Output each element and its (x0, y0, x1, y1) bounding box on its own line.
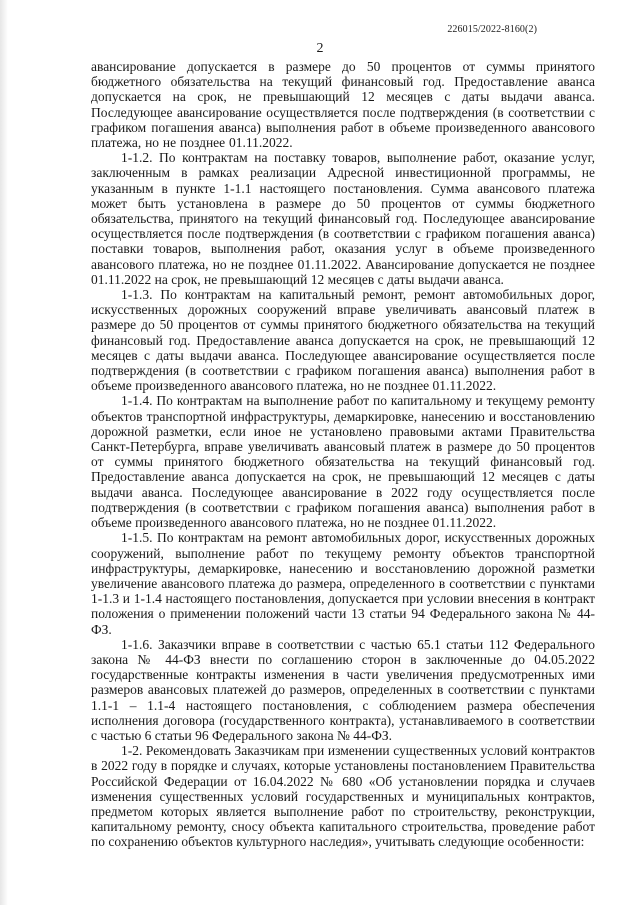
paragraph-1-1-4: 1-1.4. По контрактам на выполнение работ по капитальному и текущему ремонту объектов транспортной инфраструктуры, демаркировке, нанесению и восстановлению дорожной разметки, если иное не установлено правовыми актами Правительства Санкт-Петербурга, вправе увеличивать авансовый платеж в размере до 50 процентов от суммы принятого бюджетного обязательства на текущий финансовый год. Предоставление аванса допускается на срок, не превышающий 12 месяцев с даты выдачи аванса. Последующее авансирование в 2022 году осуществляется после подтверждения (в соответствии с графиком погашения аванса) выполнения работ в объеме произведенного авансового платежа, но не позднее 01.11.2022. (91, 393, 595, 531)
paragraph-1-1-5: 1-1.5. По контрактам на ремонт автомобильных дорог, искусственных дорожных сооружений, выполнение работ по текущему ремонту объектов транспортной инфраструктуры, демаркировке, нанесению и восстановлению дорожной разметки увеличение авансового платежа до размера, определенного в соответствии с пунктами 1-1.3 и 1-1.4 настоящего постановления, допускается при условии внесения в контракт положения о применении положений части 13 статьи 94 Федерального закона № 44-ФЗ. (91, 530, 595, 637)
paragraph-1-1-3: 1-1.3. По контрактам на капитальный ремонт, ремонт автомобильных дорог, искусственных дорожных сооружений вправе увеличивать авансовый платеж в размере до 50 процентов от суммы принятого бюджетного обязательства на текущий финансовый год. Предоставление аванса допускается на срок, не превышающий 12 месяцев с даты выдачи аванса. Последующее авансирование осуществляется после подтверждения (в соответствии с графиком погашения аванса) выполнения работ в объеме произведенного авансового платежа, но не позднее 01.11.2022. (91, 287, 595, 394)
paragraph-continuation: авансирование допускается в размере до 50 процентов от суммы принятого бюджетного обязательства на текущий финансовый год. Предоставление аванса допускается на срок, не превышающий 12 месяцев с даты выдачи аванса. Последующее авансирование осуществляется после подтверждения (в соответствии с графиком погашения аванса) выполнения работ в объеме произведенного авансового платежа, но не позднее 01.11.2022. (91, 59, 595, 151)
paragraph-1-2: 1-2. Рекомендовать Заказчикам при изменении существенных условий контрактов в 2022 году в порядке и случаях, которые установлены постановлением Правительства Российской Федерации от 16.04.2022 № 680 «Об установлении порядка и случаев изменения существенных условий государственных и муниципальных контрактов, предметом которых является выполнение работ по строительству, реконструкции, капитальному ремонту, сносу объекта капитального строительства, проведение работ по сохранению объектов культурного наследия», учитывать следующие особенности: (91, 743, 595, 850)
document-registration-number: 226015/2022-8160(2) (447, 24, 537, 35)
scan-edge-shadow (0, 0, 8, 905)
page-number: 2 (316, 41, 324, 56)
paragraph-1-1-2: 1-1.2. По контрактам на поставку товаров, выполнение работ, оказание услуг, заключенным в рамках реализации Адресной инвестиционной программы, не указанным в пункте 1-1.1 настоящего постановления. Сумма авансового платежа может быть установлена в размере до 50 процентов от суммы бюджетного обязательства, принятого на текущий финансовый год. Последующее авансирование осуществляется после подтверждения (в соответствии с графиком погашения аванса) поставки товаров, выполнения работ, оказания услуг в объеме произведенного авансового платежа, но не позднее 01.11.2022. Авансирование допускается не позднее 01.11.2022 на срок, не превышающий 12 месяцев с даты выдачи аванса. (91, 150, 595, 287)
document-body (91, 59, 595, 850)
paragraph-1-1-6: 1-1.6. Заказчики вправе в соответствии с частью 65.1 статьи 112 Федерального закона № 44-ФЗ внести по соглашению сторон в заключенные до 04.05.2022 государственные контракты изменения в части увеличения предусмотренных ими размеров авансовых платежей до размеров, определенных в соответствии с пунктами 1.1-1 – 1.1-4 настоящего постановления, с соблюдением размера обеспечения исполнения договора (государственного контракта), устанавливаемого в соответствии с частью 6 статьи 96 Федерального закона № 44-ФЗ. (91, 636, 595, 743)
